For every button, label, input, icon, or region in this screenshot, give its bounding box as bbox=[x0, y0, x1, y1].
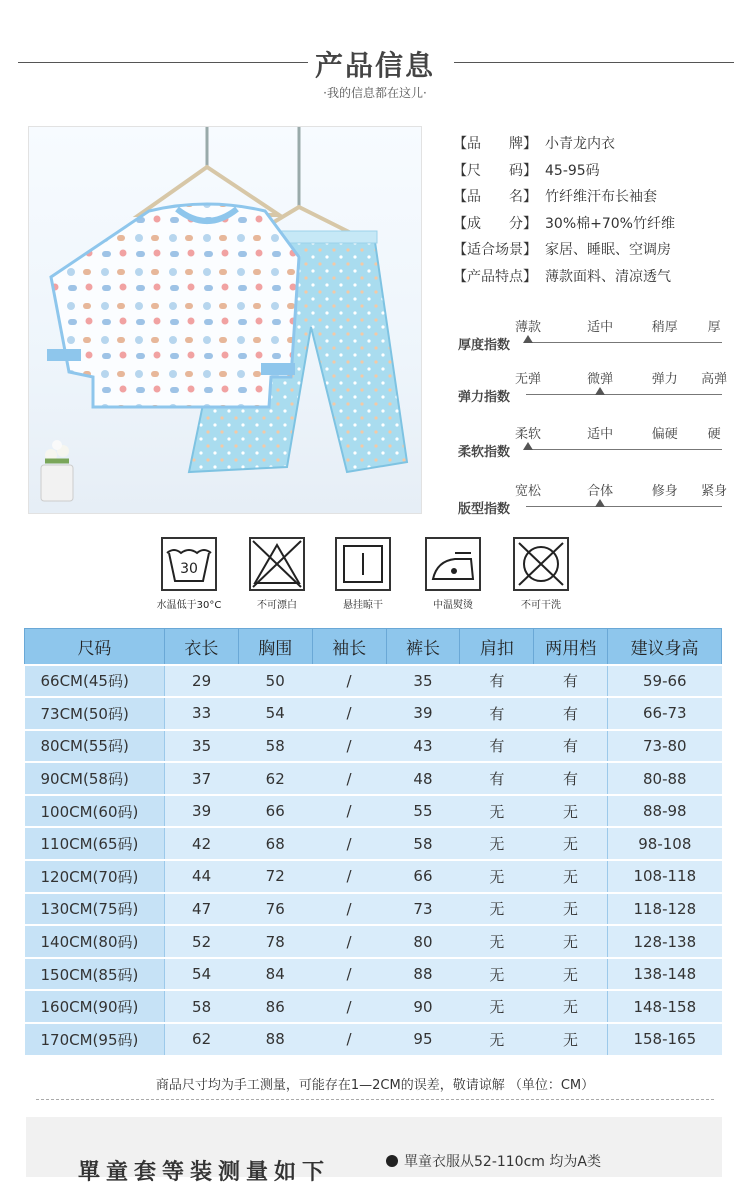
index-track bbox=[526, 342, 722, 343]
page-title: 产品信息 bbox=[314, 49, 435, 82]
table-cell: 128-138 bbox=[608, 925, 722, 958]
table-cell: 33 bbox=[164, 697, 238, 730]
table-cell: 52 bbox=[164, 925, 238, 958]
size-cell: 140CM(80码) bbox=[25, 925, 165, 958]
table-cell: 86 bbox=[238, 990, 312, 1023]
pajama-set-illustration bbox=[29, 127, 423, 515]
table-cell: 35 bbox=[164, 730, 238, 763]
no-bleach-icon bbox=[249, 537, 305, 591]
index-label: 版型指数 bbox=[458, 502, 511, 517]
size-cell: 73CM(50码) bbox=[25, 697, 165, 730]
table-cell: 无 bbox=[534, 925, 608, 958]
table-row bbox=[25, 730, 722, 763]
table-cell: 54 bbox=[164, 958, 238, 991]
index-option: 合体 bbox=[587, 484, 614, 499]
index-option: 宽松 bbox=[514, 484, 542, 499]
table-row bbox=[25, 827, 722, 860]
size-cell: 120CM(70码) bbox=[25, 860, 165, 893]
wash-30-icon bbox=[161, 537, 217, 591]
table-cell: 58 bbox=[238, 730, 312, 763]
table-cell: / bbox=[312, 762, 386, 795]
table-cell: 98-108 bbox=[608, 827, 722, 860]
attribute-row bbox=[453, 213, 743, 240]
care-item bbox=[318, 537, 408, 611]
table-cell: 58 bbox=[386, 827, 460, 860]
dashed-divider bbox=[36, 1099, 714, 1100]
table-cell: 39 bbox=[164, 795, 238, 828]
index-track bbox=[526, 394, 722, 395]
table-cell: 118-128 bbox=[608, 893, 722, 926]
index-marker bbox=[523, 442, 533, 450]
column-header: 裤长 bbox=[386, 629, 460, 665]
table-cell: 148-158 bbox=[608, 990, 722, 1023]
table-cell: 66-73 bbox=[608, 697, 722, 730]
table-row bbox=[25, 925, 722, 958]
size-cell: 66CM(45码) bbox=[25, 665, 165, 698]
size-table-body bbox=[25, 665, 722, 1056]
size-cell: 100CM(60码) bbox=[25, 795, 165, 828]
index-label: 柔软指数 bbox=[458, 445, 511, 460]
size-cell: 130CM(75码) bbox=[25, 893, 165, 926]
table-cell: 47 bbox=[164, 893, 238, 926]
attribute-value: 家居、睡眠、空调房 bbox=[545, 242, 671, 258]
table-cell: / bbox=[312, 925, 386, 958]
index-option: 微弹 bbox=[587, 372, 614, 387]
index-track bbox=[526, 449, 722, 450]
hang-dry-icon bbox=[335, 537, 391, 591]
index-elasticity bbox=[458, 368, 726, 408]
index-option: 柔软 bbox=[514, 427, 542, 442]
index-marker bbox=[595, 499, 605, 507]
table-cell: 39 bbox=[386, 697, 460, 730]
care-label: 中温熨烫 bbox=[433, 600, 473, 611]
table-cell: 无 bbox=[460, 860, 534, 893]
table-cell: 80 bbox=[386, 925, 460, 958]
index-fit bbox=[458, 480, 726, 520]
table-cell: / bbox=[312, 860, 386, 893]
table-cell: 无 bbox=[460, 958, 534, 991]
attribute-key: 【品 牌】 bbox=[453, 136, 537, 152]
size-cell: 170CM(95码) bbox=[25, 1023, 165, 1056]
table-cell: 88 bbox=[386, 958, 460, 991]
index-option: 无弹 bbox=[514, 372, 542, 387]
table-cell: 有 bbox=[460, 697, 534, 730]
table-cell: / bbox=[312, 1023, 386, 1056]
table-row bbox=[25, 1023, 722, 1056]
table-cell: 72 bbox=[238, 860, 312, 893]
table-cell: 95 bbox=[386, 1023, 460, 1056]
size-cell: 80CM(55码) bbox=[25, 730, 165, 763]
product-photo bbox=[28, 126, 422, 514]
table-cell: 66 bbox=[238, 795, 312, 828]
table-cell: 76 bbox=[238, 893, 312, 926]
table-cell: 58 bbox=[164, 990, 238, 1023]
index-option: 稍厚 bbox=[651, 320, 678, 335]
index-option: 薄款 bbox=[514, 320, 542, 335]
attribute-key: 【成 分】 bbox=[453, 215, 537, 232]
attribute-row bbox=[453, 186, 743, 213]
index-option: 适中 bbox=[587, 427, 614, 442]
table-cell: / bbox=[312, 990, 386, 1023]
column-header: 两用档 bbox=[534, 629, 608, 665]
care-label: 悬挂晾干 bbox=[343, 600, 383, 611]
table-cell: 无 bbox=[460, 1023, 534, 1056]
index-option: 修身 bbox=[651, 484, 678, 499]
attribute-list bbox=[453, 133, 743, 292]
index-label: 厚度指数 bbox=[458, 338, 511, 353]
table-cell: 有 bbox=[460, 665, 534, 698]
attribute-value: 薄款面料、清凉透气 bbox=[545, 268, 671, 285]
column-header: 袖长 bbox=[312, 629, 386, 665]
table-cell: 44 bbox=[164, 860, 238, 893]
attribute-value: 30%棉+70%竹纤维 bbox=[545, 215, 675, 232]
table-cell: 108-118 bbox=[608, 860, 722, 893]
index-track bbox=[526, 506, 722, 507]
table-cell: 无 bbox=[534, 958, 608, 991]
attribute-key: 【产品特点】 bbox=[453, 268, 537, 285]
table-cell: 84 bbox=[238, 958, 312, 991]
table-cell: 68 bbox=[238, 827, 312, 860]
care-label: 不可干洗 bbox=[521, 600, 561, 611]
table-cell: 无 bbox=[534, 827, 608, 860]
table-header-row bbox=[25, 629, 722, 665]
size-cell: 160CM(90码) bbox=[25, 990, 165, 1023]
index-option: 弹力 bbox=[651, 372, 678, 387]
attribute-key: 【适合场景】 bbox=[453, 242, 537, 258]
table-cell: 无 bbox=[534, 860, 608, 893]
table-cell: 54 bbox=[238, 697, 312, 730]
index-option: 厚 bbox=[707, 320, 721, 335]
table-row bbox=[25, 762, 722, 795]
table-cell: 无 bbox=[534, 893, 608, 926]
index-option: 紧身 bbox=[701, 484, 728, 499]
table-cell: / bbox=[312, 958, 386, 991]
index-option: 硬 bbox=[707, 427, 721, 442]
size-table bbox=[24, 628, 722, 1057]
table-cell: 88-98 bbox=[608, 795, 722, 828]
table-cell: 无 bbox=[460, 827, 534, 860]
table-cell: 158-165 bbox=[608, 1023, 722, 1056]
table-row bbox=[25, 795, 722, 828]
table-cell: / bbox=[312, 665, 386, 698]
footer-note bbox=[386, 1151, 601, 1171]
table-cell: 无 bbox=[534, 990, 608, 1023]
attribute-key: 【尺 码】 bbox=[453, 162, 537, 179]
medium-iron-icon bbox=[425, 537, 481, 591]
attribute-key: 【品 名】 bbox=[453, 189, 537, 205]
table-row bbox=[25, 697, 722, 730]
table-cell: 50 bbox=[238, 665, 312, 698]
index-option: 偏硬 bbox=[651, 427, 678, 442]
care-item bbox=[496, 537, 586, 611]
index-label: 弹力指数 bbox=[458, 390, 511, 405]
wash-temp: 30 bbox=[180, 561, 198, 577]
table-cell: 62 bbox=[238, 762, 312, 795]
table-cell: 29 bbox=[164, 665, 238, 698]
table-cell: 66 bbox=[386, 860, 460, 893]
column-header: 建议身高 bbox=[608, 629, 722, 665]
column-header: 肩扣 bbox=[460, 629, 534, 665]
index-option: 高弹 bbox=[701, 372, 728, 387]
table-row bbox=[25, 893, 722, 926]
table-cell: / bbox=[312, 730, 386, 763]
index-marker bbox=[595, 387, 605, 395]
table-cell: 无 bbox=[460, 925, 534, 958]
table-row bbox=[25, 860, 722, 893]
attribute-value: 45-95码 bbox=[545, 162, 600, 179]
table-cell: 无 bbox=[534, 1023, 608, 1056]
attribute-value: 竹纤维汗布长袖套 bbox=[545, 189, 657, 205]
table-cell: 35 bbox=[386, 665, 460, 698]
size-cell: 90CM(58码) bbox=[25, 762, 165, 795]
table-cell: 无 bbox=[534, 795, 608, 828]
index-thickness bbox=[458, 316, 726, 356]
table-cell: / bbox=[312, 697, 386, 730]
footer-panel bbox=[26, 1117, 722, 1185]
table-cell: / bbox=[312, 827, 386, 860]
index-option: 适中 bbox=[587, 320, 614, 335]
table-cell: 62 bbox=[164, 1023, 238, 1056]
table-cell: 55 bbox=[386, 795, 460, 828]
table-cell: 43 bbox=[386, 730, 460, 763]
no-dry-clean-icon bbox=[513, 537, 569, 591]
footer-note-text: 單童衣服从52-110cm 均为A类 bbox=[404, 1154, 601, 1170]
table-cell: / bbox=[312, 795, 386, 828]
attribute-row bbox=[453, 266, 743, 293]
attribute-row bbox=[453, 133, 743, 160]
attribute-row bbox=[453, 160, 743, 187]
table-cell: 48 bbox=[386, 762, 460, 795]
table-cell: 有 bbox=[460, 730, 534, 763]
footer-heading: 單童套等装测量如下 bbox=[78, 1160, 331, 1185]
table-cell: 无 bbox=[460, 990, 534, 1023]
table-row bbox=[25, 665, 722, 698]
care-label: 不可漂白 bbox=[257, 600, 297, 611]
care-item bbox=[144, 537, 234, 611]
table-cell: 有 bbox=[534, 762, 608, 795]
bullet-icon bbox=[386, 1155, 398, 1167]
care-item bbox=[408, 537, 498, 611]
size-cell: 150CM(85码) bbox=[25, 958, 165, 991]
size-cell: 110CM(65码) bbox=[25, 827, 165, 860]
table-cell: 88 bbox=[238, 1023, 312, 1056]
table-cell: 80-88 bbox=[608, 762, 722, 795]
table-cell: 无 bbox=[460, 795, 534, 828]
attribute-row bbox=[453, 239, 743, 266]
measurement-note: 商品尺寸均为手工测量，可能存在1—2CM的误差，敬请谅解 （单位：CM） bbox=[155, 1078, 595, 1093]
table-cell: 有 bbox=[534, 697, 608, 730]
table-cell: 138-148 bbox=[608, 958, 722, 991]
column-header: 衣长 bbox=[164, 629, 238, 665]
care-item bbox=[232, 537, 322, 611]
index-softness bbox=[458, 423, 726, 463]
section-header bbox=[0, 38, 750, 108]
table-row bbox=[25, 958, 722, 991]
table-cell: / bbox=[312, 893, 386, 926]
table-cell: 73-80 bbox=[608, 730, 722, 763]
table-cell: 59-66 bbox=[608, 665, 722, 698]
table-cell: 无 bbox=[460, 893, 534, 926]
page-subtitle: ·我的信息都在这儿· bbox=[323, 86, 427, 100]
table-cell: 90 bbox=[386, 990, 460, 1023]
table-cell: 有 bbox=[460, 762, 534, 795]
table-cell: 37 bbox=[164, 762, 238, 795]
table-cell: 73 bbox=[386, 893, 460, 926]
column-header: 胸围 bbox=[238, 629, 312, 665]
table-cell: 有 bbox=[534, 665, 608, 698]
header-rule-right bbox=[454, 62, 734, 63]
care-label: 水温低于30°C bbox=[156, 600, 222, 611]
index-marker bbox=[523, 335, 533, 343]
table-cell: 78 bbox=[238, 925, 312, 958]
attribute-value: 小青龙内衣 bbox=[545, 136, 615, 152]
table-cell: 有 bbox=[534, 730, 608, 763]
table-row bbox=[25, 990, 722, 1023]
table-cell: 42 bbox=[164, 827, 238, 860]
column-header: 尺码 bbox=[25, 629, 165, 665]
